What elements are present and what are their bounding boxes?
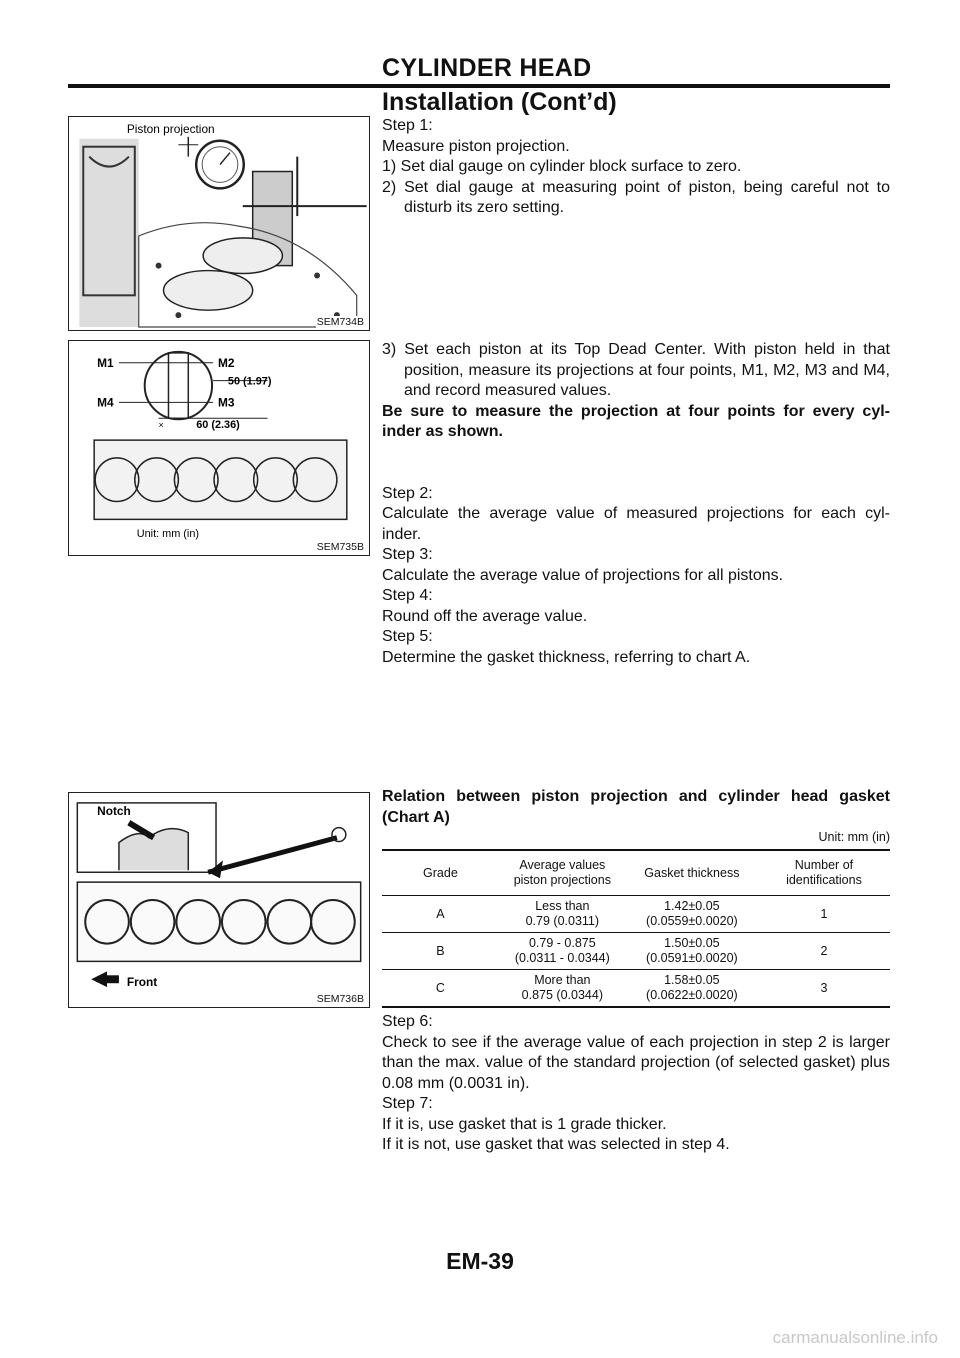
svg-text:×: × — [158, 420, 164, 431]
cell-projection: Less than 0.79 (0.0311) — [499, 896, 626, 933]
step6-label: Step 6: — [382, 1013, 433, 1030]
label-unit: Unit: mm (in) — [136, 528, 200, 541]
step3-text: Calculate the average value of projections for all pistons. — [382, 566, 784, 584]
step2-text: Calculate the average value of measured projections for each cyl- inder. — [382, 505, 890, 543]
step6-text: Check to see if the average value of each projection in step 2 is larger than the max. value of the standard projection (of selected gasket) plus 0.08 mm (0.0031 in). — [382, 1033, 890, 1092]
label-m2: M2 — [218, 355, 235, 370]
watermark: carmanualsonline.info — [772, 1328, 938, 1347]
col-header-identifications: Number of identifications — [758, 850, 890, 896]
steps6-7-block — [382, 1012, 890, 1156]
item-3: 3) Set each piston at its Top Dead Center. With piston held in that position, measure its projections at four points, M1, M2, M3 and M4, and record measured values. — [382, 341, 890, 399]
table-row — [382, 933, 890, 970]
label-dim-50: 50 (1.97) — [227, 375, 272, 388]
step1-block — [382, 116, 890, 219]
label-front: Front — [126, 975, 158, 990]
chart-unit: Unit: mm (in) — [818, 830, 890, 844]
cell-grade: A — [382, 896, 499, 933]
figure-code-3: SEM736B — [316, 993, 364, 1005]
cell-identifications: 1 — [758, 896, 890, 933]
step7-label: Step 7: — [382, 1095, 433, 1112]
cell-thickness: 1.50±0.05 (0.0591±0.0020) — [626, 933, 758, 970]
step5-label: Step 5: — [382, 628, 433, 645]
step4-label: Step 4: — [382, 587, 433, 604]
step1-item-2: 2) Set dial gauge at measuring point of piston, being careful not to disturb its zero setting. — [382, 178, 890, 216]
step4-text: Round off the average value. — [382, 607, 588, 625]
table-header-row — [382, 850, 890, 896]
label-dim-60: 60 (2.36) — [196, 419, 240, 432]
chart-title: Relation between piston projection and cylinder head gasket (Chart A) — [382, 788, 890, 826]
dial-gauge-illustration — [69, 117, 369, 330]
label-m4: M4 — [97, 395, 114, 410]
cell-projection: More than 0.875 (0.0344) — [499, 970, 626, 1008]
cell-thickness: 1.42±0.05 (0.0559±0.0020) — [626, 896, 758, 933]
step2-label: Step 2: — [382, 484, 433, 502]
measure-warning: Be sure to measure the projection at four points for every cyl- inder as shown. — [382, 402, 890, 440]
label-notch: Notch — [97, 803, 131, 818]
step1-label: Step 1: — [382, 117, 433, 134]
step7-text: If it is, use gasket that is 1 grade thicker. — [382, 1115, 667, 1133]
step3-label: Step 3: — [382, 546, 433, 563]
table-row — [382, 970, 890, 1008]
cell-grade: B — [382, 933, 499, 970]
cell-identifications: 3 — [758, 970, 890, 1008]
step1-intro: Measure piston projection. — [382, 137, 570, 155]
figure-piston-projection — [68, 116, 370, 331]
measuring-points-illustration — [69, 341, 369, 555]
gasket-chart-table — [382, 849, 890, 1008]
col-header-projection: Average values piston projections — [499, 850, 626, 896]
cell-thickness: 1.58±0.05 (0.0622±0.0020) — [626, 970, 758, 1008]
step7-text-2: If it is not, use gasket that was selected in step 4. — [382, 1136, 730, 1153]
gasket-illustration — [69, 793, 369, 1007]
label-m3: M3 — [218, 395, 235, 410]
step5-text: Determine the gasket thickness, referring to chart A. — [382, 648, 751, 666]
figure-code-2: SEM735B — [316, 541, 364, 553]
figure-gasket-notch — [68, 792, 370, 1008]
col-header-grade: Grade — [382, 850, 499, 896]
table-row — [382, 896, 890, 933]
col-header-thickness: Gasket thickness — [626, 850, 758, 896]
section-title: CYLINDER HEAD — [382, 54, 592, 82]
cell-grade: C — [382, 970, 499, 1008]
steps2-5-block — [382, 340, 890, 668]
subsection-title: Installation (Cont’d) — [382, 88, 617, 116]
figure-measuring-points — [68, 340, 370, 556]
figure-code-1: SEM734B — [316, 316, 364, 328]
step1-item-1: 1) Set dial gauge on cylinder block surface to zero. — [382, 158, 742, 175]
label-m1: M1 — [97, 355, 114, 370]
page-number: EM-39 — [446, 1248, 514, 1274]
cell-projection: 0.79 - 0.875 (0.0311 - 0.0344) — [499, 933, 626, 970]
label-piston-projection: Piston projection — [126, 121, 215, 136]
cell-identifications: 2 — [758, 933, 890, 970]
